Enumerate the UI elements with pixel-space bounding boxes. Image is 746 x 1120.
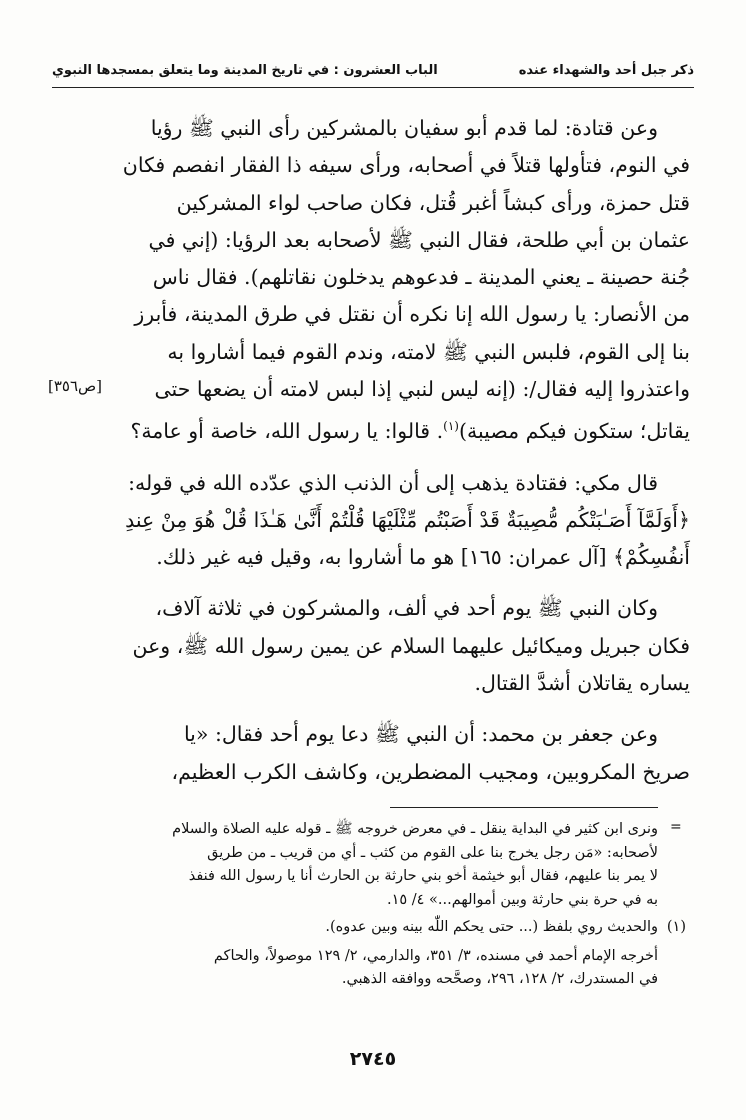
- paragraph-jafar-1: وعن جعفر بن محمد: أن النبي ﷺ دعا يوم أحد فقال: «يا: [183, 722, 658, 747]
- line-text: يقاتل؛ ستكون فيكم مصيبة): [458, 419, 690, 444]
- footnotes: [58, 818, 686, 992]
- page-number: ٢٧٤٥: [349, 1048, 397, 1070]
- footnote-1-number: (١): [666, 919, 686, 935]
- footnote-ref-1: (١): [443, 419, 459, 434]
- footnote-source-1: أخرجه الإمام أحمد في مسنده، ٣/ ٣٥١، والدارمي، ٢/ ١٢٩ موصولاً، والحاكم: [213, 947, 658, 964]
- header-chapter-title: الباب العشرون : في تاريخ المدينة وما يتعلق بمسجدها النبوي: [52, 62, 438, 78]
- main-text: [60, 110, 690, 791]
- footnote-1: [58, 916, 686, 940]
- margin-page-reference: [ص٣٥٦]: [47, 377, 102, 395]
- paragraph-qatada-6: من الأنصار: يا رسول الله إنا نكره أن نقتل في طرق المدينة، فأبرز: [134, 302, 690, 327]
- footnote-continuation-mark: =: [670, 819, 682, 835]
- paragraph-qatada-5: جُنة حصينة ـ يعني المدينة ـ فدعوهم يدخلون نقاتلهم). فقال ناس: [152, 265, 690, 290]
- paragraph-uhud-2: فكان جبريل وميكائيل عليهما السلام عن يمين رسول الله ﷺ، وعن: [132, 633, 690, 658]
- quran-verse: ﴿أَوَلَمَّآ أَصَـٰبَتْكُم مُّصِيبَةٌ قَدْ أَصَبْتُم مِّثْلَيْهَا قُلْتُمْ أَنَّىٰ هَـٰذَا قُلْ هُوَ مِنْ عِندِ: [125, 507, 690, 532]
- paragraph-qatada-3: قتل حمزة، ورأى كبشاً أغبر قُتل، فكان صاحب لواء المشركين: [176, 190, 690, 215]
- footnote-continued-4: به في حرة بني حارثة وبين أموالهم...» ٤/ ١٥.: [386, 891, 658, 908]
- paragraph-makki-3: أَنفُسِكُمْ﴾ [آل عمران: ١٦٥] هو ما أشاروا به، وقيل فيه غير ذلك.: [156, 545, 690, 570]
- footnote-continued-1: ونرى ابن كثير في البداية ينقل ـ في معرض خروجه ﷺ ـ قوله عليه الصلاة والسلام: [172, 821, 658, 837]
- line-text: . قالوا: يا رسول الله، خاصة أو عامة؟: [130, 419, 444, 444]
- paragraph-jafar-2: صريخ المكروبين، ومجيب المضطرين، وكاشف الكرب العظيم،: [171, 759, 690, 784]
- header-divider: [52, 87, 694, 88]
- header-chapter-section: ذكر جبل أحد والشهداء عنده: [518, 62, 694, 78]
- paragraph-qatada-7: بنا إلى القوم، فلبس النبي ﷺ لامته، وندم القوم فيما أشاروا به: [167, 339, 690, 364]
- paragraph-uhud-1: وكان النبي ﷺ يوم أحد في ألف، والمشركون في ثلاثة آلاف،: [155, 596, 658, 621]
- footnote-continued-2: لأصحابه: «مَن رجل يخرج بنا على القوم من كثب ـ أي من قريب ـ من طريق: [207, 844, 658, 861]
- footnote-1-text: والحديث روي بلفظ (... حتى يحكم اللّٰه بينه وبين عدوه).: [325, 919, 658, 935]
- paragraph-makki-1: قال مكي: فقتادة يذهب إلى أن الذنب الذي عدّده الله في قوله:: [128, 470, 658, 495]
- footnote-continued-3: لا يمر بنا عليهم، فقال أبو خيثمة أخو بني حارثة بن الحارث أنا يا رسول الله فنفذ: [188, 868, 658, 884]
- paragraph-uhud-3: يساره يقاتلان أشدَّ القتال.: [474, 670, 690, 695]
- paragraph-qatada-8: واعتذروا إليه فقال/: (إنه ليس لنبي إذا لبس لامته أن يضعها حتى: [154, 377, 690, 402]
- footnote-divider: [390, 807, 658, 808]
- paragraph-qatada-9: [60, 408, 690, 450]
- paragraph-qatada-1: وعن قتادة: لما قدم أبو سفيان بالمشركين رأى النبي ﷺ رؤيا: [150, 116, 658, 140]
- footnote-source-2: في المستدرك، ٢/ ١٢٨، ٢٩٦، وصحَّحه ووافقه الذهبي.: [341, 971, 658, 987]
- paragraph-qatada-2: في النوم، فتأولها قتلاً في أصحابه، ورأى سيفه ذا الفقار انفصم فكان: [122, 153, 690, 178]
- running-header: [52, 56, 694, 84]
- paragraph-qatada-4: عثمان بن أبي طلحة، فقال النبي ﷺ لأصحابه بعد الرؤيا: (إني في: [148, 227, 690, 252]
